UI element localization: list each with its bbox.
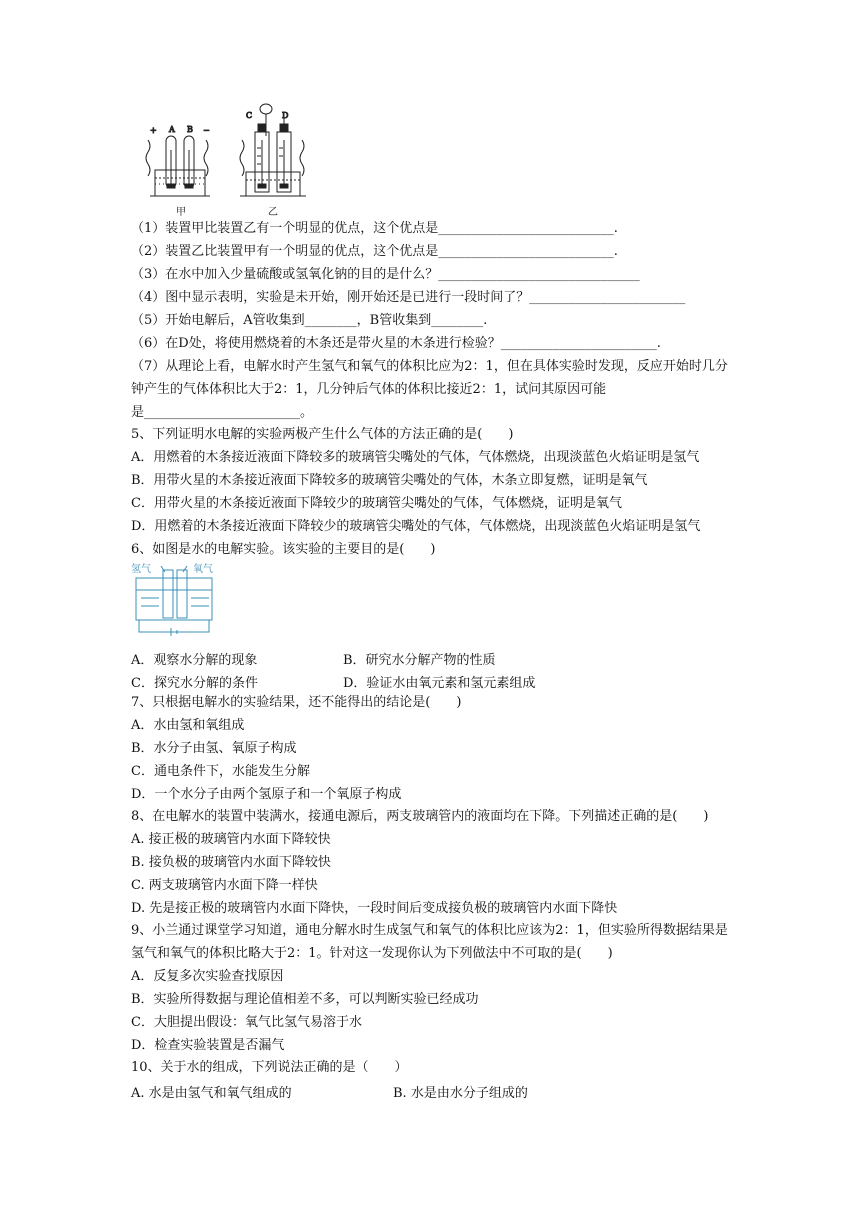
- q9-option-c: C．大胆提出假设：氧气比氢气易溶于水: [131, 1015, 362, 1030]
- question-7-line-3: 是________________________。: [131, 405, 314, 420]
- q7-option-c: C．通电条件下，水能发生分解: [131, 764, 310, 779]
- figure-label-yi: 乙: [268, 207, 278, 218]
- question-1: （1）装置甲比装置乙有一个明显的优点，这个优点是___________________________.: [131, 221, 618, 236]
- q8-option-c: C. 两支玻璃管内水面下降一样快: [131, 878, 318, 893]
- q8-stem: 8、在电解水的装置中装满水，接通电源后，两支玻璃管内的液面均在下降。下列描述正确的是( ): [131, 809, 709, 824]
- question-5: （5）开始电解后，A管收集到________，B管收集到________.: [131, 313, 488, 328]
- figure-label-jia: 甲: [176, 207, 186, 218]
- q7-option-b: B．水分子由氢、氧原子构成: [131, 741, 297, 756]
- question-2: （2）装置乙比装置甲有一个明显的优点，这个优点是___________________________.: [131, 244, 618, 259]
- q9-stem-line-2: 氢气和氧气的体积比略大于2：1。针对这一发现你认为下列做法中不可取的是( ): [131, 946, 613, 961]
- q6-option-a: A．观察水分解的现象: [131, 653, 258, 668]
- q6-stem: 6、如图是水的电解实验。该实验的主要目的是( ): [131, 542, 436, 557]
- svg-text:C: C: [246, 111, 253, 120]
- svg-text:A: A: [169, 125, 175, 134]
- q8-option-d: D. 先是接正极的玻璃管内水面下降快，一段时间后变成接负极的玻璃管内水面下降快: [131, 901, 618, 916]
- q6-option-c: C．探究水分解的条件: [131, 676, 258, 691]
- svg-text:D: D: [282, 111, 289, 120]
- q8-option-b: B. 接负极的玻璃管内水面下降较快: [131, 855, 331, 870]
- electrolysis-figure-q6: [131, 562, 221, 638]
- q9-option-a: A．反复多次实验查找原因: [131, 969, 284, 984]
- q5-option-c: C．用带火星的木条接近液面下降较少的玻璃管尖嘴处的气体，气体燃烧，证明是氧气: [131, 496, 622, 511]
- svg-text:+: +: [150, 126, 157, 135]
- q5-option-d: D．用燃着的木条接近液面下降较少的玻璃管尖嘴处的气体，气体燃烧，出现淡蓝色火焰证明是氢气: [131, 519, 701, 534]
- q9-option-b: B．实验所得数据与理论值相差不多，可以判断实验已经成功: [131, 992, 479, 1007]
- q5-option-a: A．用燃着的木条接近液面下降较多的玻璃管尖嘴处的气体，气体燃烧，出现淡蓝色火焰证明是氢气: [131, 450, 700, 465]
- q8-option-a: A. 接正极的玻璃管内水面下降较快: [131, 832, 331, 847]
- question-7-line-1: （7）从理论上看，电解水时产生氢气和氧气的体积比应为2：1，但在具体实验时发现，反应开始时几分: [131, 359, 728, 374]
- q7-stem: 7、只根据电解水的实验结果，还不能得出的结论是( ): [131, 695, 462, 710]
- question-6: （6）在D处，将使用燃烧着的木条还是带火星的木条进行检验？________________________.: [131, 336, 661, 351]
- svg-text:B: B: [187, 125, 193, 134]
- label-hydrogen: 氢气: [131, 564, 151, 575]
- q5-stem: 5、下列证明水电解的实验两极产生什么气体的方法正确的是( ): [131, 427, 514, 442]
- question-7-line-2: 钟产生的气体体积比大于2：1，几分钟后气体的体积比接近2：1，试问其原因可能: [131, 382, 607, 397]
- q7-option-a: A．水由氢和氧组成: [131, 718, 245, 733]
- q6-option-d: D．验证水由氧元素和氢元素组成: [343, 676, 536, 691]
- apparatus-drawing: [140, 100, 330, 218]
- question-3: （3）在水中加入少量硫酸或氢氧化钠的目的是什么？_______________________________: [131, 267, 640, 282]
- electrolysis-apparatus-figure: [140, 100, 330, 218]
- q7-option-d: D．一个水分子由两个氢原子和一个氧原子构成: [131, 787, 402, 802]
- q6-option-b: B．研究水分解产物的性质: [343, 653, 496, 668]
- q10-option-b: B. 水是由水分子组成的: [393, 1086, 528, 1101]
- q10-stem: 10、关于水的组成，下列说法正确的是（ ）: [131, 1060, 408, 1075]
- q9-stem-line-1: 9、小兰通过课堂学习知道，通电分解水时生成氢气和氧气的体积比应该为2：1，但实验所得数据结果是: [131, 923, 728, 938]
- q10-option-a: A. 水是由氢气和氧气组成的: [131, 1086, 292, 1101]
- svg-text:−: −: [203, 126, 210, 135]
- question-4: （4）图中显示表明，实验是未开始，刚开始还是已进行一段时间了？________________________: [131, 290, 686, 305]
- q9-option-d: D．检查实验装置是否漏气: [131, 1038, 285, 1053]
- q5-option-b: B．用带火星的木条接近液面下降较多的玻璃管尖嘴处的气体，木条立即复燃，证明是氧气: [131, 473, 648, 488]
- label-oxygen: 氧气: [193, 564, 213, 575]
